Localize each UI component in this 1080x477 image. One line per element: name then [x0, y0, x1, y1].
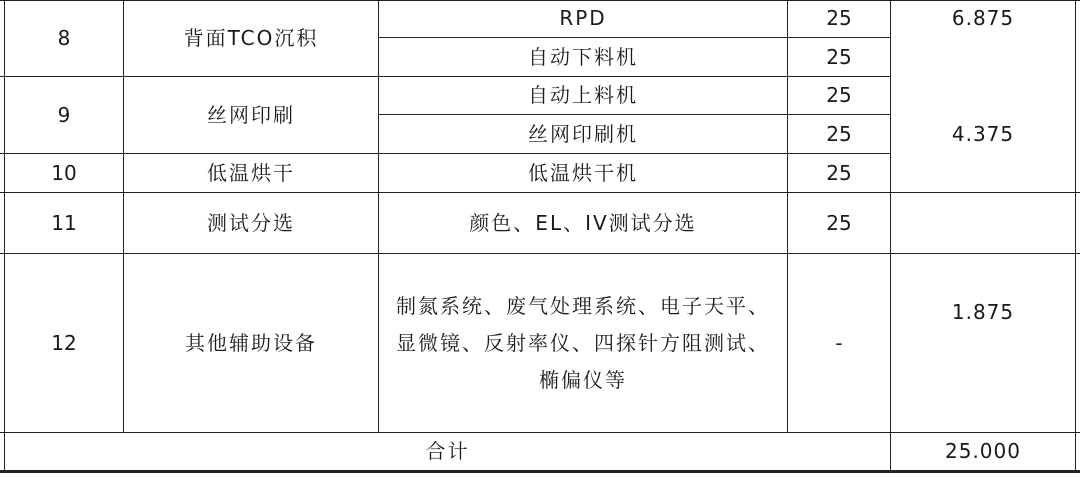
quantity: 25 [826, 121, 852, 146]
quantity: 25 [826, 44, 852, 69]
row-number: 8 [57, 25, 71, 50]
equipment-name: 低温烘干机 [528, 160, 638, 185]
investment-value: 1.875 [951, 299, 1015, 324]
equipment-name: 颜色、EL、IV测试分选 [469, 210, 697, 235]
col-border [1075, 0, 1076, 472]
quantity: 25 [826, 83, 852, 107]
equipment-name: RPD [559, 6, 607, 30]
process-name: 丝网印刷 [207, 102, 295, 127]
quantity: 25 [826, 160, 852, 185]
total-value: 25.000 [945, 439, 1021, 463]
quantity: 25 [826, 210, 852, 235]
row-number: 9 [57, 102, 71, 127]
quantity: 25 [826, 6, 852, 30]
process-name: 背面TCO沉积 [183, 25, 319, 50]
equipment-name: 丝网印刷机 [528, 121, 638, 146]
equipment-name: 制氮系统、废气处理系统、电子天平、显微镜、反射率仪、四探针方阻测试、椭偏仪等 [396, 293, 770, 392]
equipment-name: 自动下料机 [528, 44, 638, 69]
process-name: 其他辅助设备 [185, 330, 317, 355]
row-number: 11 [51, 210, 77, 235]
process-name: 低温烘干 [207, 160, 295, 185]
investment-value: 4.375 [951, 121, 1015, 146]
process-name: 测试分选 [207, 210, 295, 235]
quantity: - [835, 330, 843, 355]
investment-value: 6.875 [951, 6, 1015, 30]
row-number: 12 [51, 330, 77, 355]
row-number: 10 [51, 160, 77, 185]
table-bottom-border [0, 470, 1080, 473]
equipment-name: 自动上料机 [528, 83, 638, 107]
total-label: 合计 [425, 439, 470, 463]
